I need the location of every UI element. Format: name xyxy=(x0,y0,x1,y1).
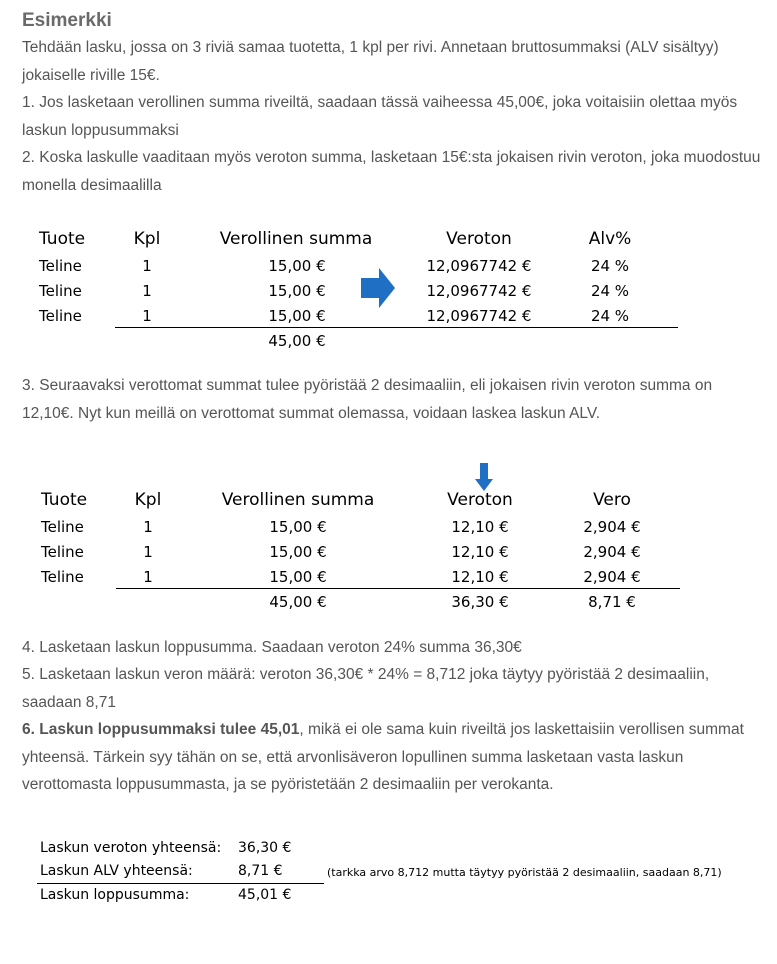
table-cell: 1 xyxy=(142,257,152,275)
table-cell: 24 % xyxy=(590,307,630,325)
right-arrow-icon xyxy=(361,268,395,308)
summary-value-alv: 8,71 € xyxy=(238,863,283,879)
table-row: Teline xyxy=(41,543,84,561)
summary-label-loppusumma: Laskun loppusumma: xyxy=(40,887,190,903)
table-cell: 15,00 € xyxy=(269,568,327,586)
table-2-total-veroton: 36,30 € xyxy=(451,593,509,611)
table-1-header-tuote: Tuote xyxy=(39,229,86,249)
summary-alv-note: (tarkka arvo 8,712 mutta täytyy pyöristää 2 desimaaliin, saadaan 8,71) xyxy=(327,866,722,879)
table-2-divider xyxy=(116,588,680,589)
table-cell: 1 xyxy=(142,282,152,300)
table-cell: 1 xyxy=(142,307,152,325)
table-cell: 2,904 € xyxy=(583,518,641,536)
summary-divider xyxy=(37,883,324,884)
table-cell: 12,10 € xyxy=(451,543,509,561)
table-cell: 12,10 € xyxy=(451,518,509,536)
down-arrow-icon xyxy=(475,463,493,491)
table-row: Teline xyxy=(39,307,82,325)
table-cell: 12,0967742 € xyxy=(426,257,532,275)
table-1-header-veroton: Veroton xyxy=(446,229,512,249)
table-cell: 15,00 € xyxy=(268,307,326,325)
table-cell: 24 % xyxy=(590,257,630,275)
step-6-rest: , mikä ei ole sama kuin riveiltä jos laskettaisiin verollisen summat yhteensä. Tärkein syy tähän on se, että arvonlisäveron lopullinen summa lasketaan vasta laskun verottomasta loppusummasta, ja se pyöristetään 2 desimaaliin per verokanta. xyxy=(22,721,744,793)
page-title: Esimerkki xyxy=(22,10,112,31)
table-2-total-verollinen: 45,00 € xyxy=(269,593,327,611)
table-row: Teline xyxy=(39,257,82,275)
table-cell: 12,10 € xyxy=(451,568,509,586)
table-row: Teline xyxy=(39,282,82,300)
table-cell: 1 xyxy=(143,543,153,561)
step-2-text: 2. Koska laskulle vaaditaan myös veroton summa, lasketaan 15€:sta jokaisen rivin veroton, joka muodostuu monella desimaalilla xyxy=(22,149,761,194)
summary-label-alv: Laskun ALV yhteensä: xyxy=(40,863,193,879)
table-cell: 15,00 € xyxy=(269,518,327,536)
table-cell: 1 xyxy=(143,568,153,586)
table-cell: 12,0967742 € xyxy=(426,307,532,325)
step-4-text: 4. Lasketaan laskun loppusumma. Saadaan veroton 24% summa 36,30€ xyxy=(22,639,522,656)
table-cell: 2,904 € xyxy=(583,568,641,586)
table-row: Teline xyxy=(41,568,84,586)
table-cell: 24 % xyxy=(590,282,630,300)
table-cell: 1 xyxy=(143,518,153,536)
table-2-header-veroton: Veroton xyxy=(447,490,513,510)
table-1-divider xyxy=(115,327,678,328)
table-1-header-kpl: Kpl xyxy=(133,229,161,249)
table-2-header-vero: Vero xyxy=(593,490,631,510)
table-cell: 15,00 € xyxy=(268,257,326,275)
table-cell: 15,00 € xyxy=(268,282,326,300)
table-1-header-verollinen: Verollinen summa xyxy=(219,229,373,249)
table-1-header-alv: Alv% xyxy=(588,229,632,249)
table-2-total-vero: 8,71 € xyxy=(588,593,636,611)
table-cell: 15,00 € xyxy=(269,543,327,561)
summary-label-veroton: Laskun veroton yhteensä: xyxy=(40,840,222,856)
step-3-text: 3. Seuraavaksi verottomat summat tulee pyöristää 2 desimaaliin, eli jokaisen rivin veroton summa on 12,10€. Nyt kun meillä on verottomat summat olemassa, voidaan laskea laskun ALV. xyxy=(22,377,713,422)
table-row: Teline xyxy=(41,518,84,536)
table-2-header-tuote: Tuote xyxy=(41,490,88,510)
step-6-text xyxy=(22,716,762,799)
step-6-bold: 6. Laskun loppusummaksi tulee 45,01 xyxy=(22,721,300,738)
table-2-header-verollinen: Verollinen summa xyxy=(221,490,375,510)
table-2-header-kpl: Kpl xyxy=(134,490,162,510)
step-5-text: 5. Lasketaan laskun veron määrä: veroton 36,30€ * 24% = 8,712 joka täytyy pyöristää 2 desimaaliin, saadaan 8,71 xyxy=(22,666,710,711)
table-cell: 12,0967742 € xyxy=(426,282,532,300)
step-1-text: 1. Jos lasketaan verollinen summa riveiltä, saadaan tässä vaiheessa 45,00€, joka voitaisiin olettaa myös laskun loppusummaksi xyxy=(22,94,738,139)
table-1-total: 45,00 € xyxy=(268,332,326,350)
summary-value-veroton: 36,30 € xyxy=(238,840,292,856)
intro-text: Tehdään lasku, jossa on 3 riviä samaa tuotetta, 1 kpl per rivi. Annetaan bruttosummaksi (ALV sisältyy) jokaiselle riville 15€. xyxy=(22,39,719,84)
summary-value-loppusumma: 45,01 € xyxy=(238,887,292,903)
table-cell: 2,904 € xyxy=(583,543,641,561)
